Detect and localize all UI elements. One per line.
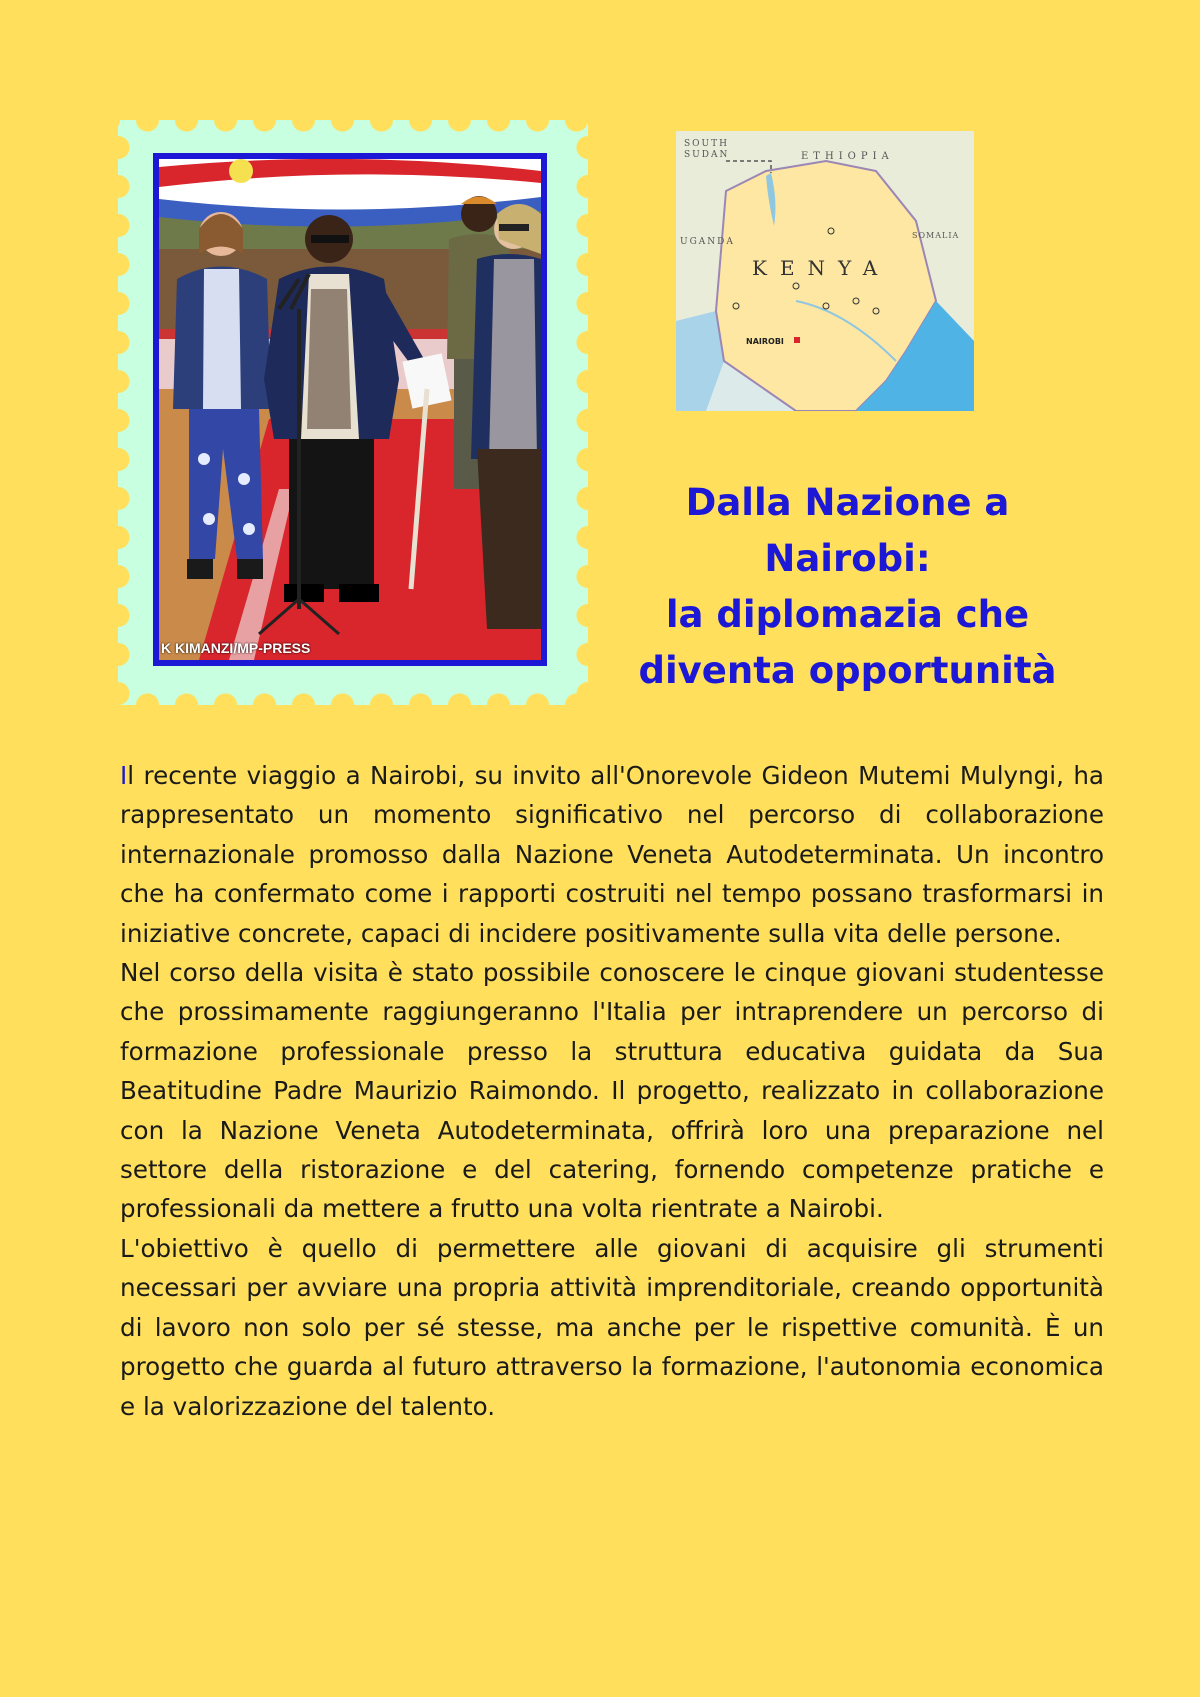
event-photo: [153, 153, 547, 666]
article-title: [600, 475, 1095, 699]
drop-cap: I: [120, 761, 128, 790]
kenya-map: [676, 131, 974, 411]
title-line-3: diventa opportunità: [638, 649, 1057, 692]
stamp-frame: [118, 120, 588, 705]
map-label-south-sudan: SOUTH SUDAN: [684, 139, 730, 160]
paragraph-1-text: l recente viaggio a Nairobi, su invito all'Onorevole Gideon Mutemi Mulyngi, ha rappresentato un momento significativo nel percorso di collaborazione internazionale promosso dalla Nazione Veneta Autodeterminata. Un incontro che ha confermato come i rapporti costruiti nel tempo possano trasformarsi in iniziative concrete, capaci di incidere positivamente sulla vita delle persone.: [120, 761, 1104, 948]
paragraph-2: Nel corso della visita è stato possibile conoscere le cinque giovani studentesse che prossimamente raggiungeranno l'Italia per intraprendere un percorso di formazione professionale presso la struttura educativa guidata da Sua Beatitudine Padre Maurizio Raimondo. Il progetto, realizzato in collaborazione con la Nazione Veneta Autodeterminata, offrirà loro una preparazione nel settore della ristorazione e del catering, fornendo competenze pratiche e professionali da mettere a frutto una volta rientrate a Nairobi.: [120, 958, 1104, 1224]
photo-credit: K KIMANZI/MP-PRESS: [161, 640, 311, 656]
title-line-2: la diplomazia che: [665, 593, 1030, 636]
paragraph-1: [120, 756, 1104, 953]
map-label-ethiopia: ETHIOPIA: [801, 151, 894, 162]
map-label-somalia: SOMALIA: [912, 231, 960, 240]
article-body: [120, 756, 1104, 1426]
paragraph-3: L'obiettivo è quello di permettere alle giovani di acquisire gli strumenti necessari per avviare una propria attività imprenditoriale, creando opportunità di lavoro non solo per sé stesse, ma anche per le rispettive comunità. È un progetto che guarda al futuro attraverso la formazione, l'autonomia economica e la valorizzazione del talento.: [120, 1233, 1104, 1421]
map-label-kenya: KENYA: [752, 256, 891, 280]
title-line-1: Dalla Nazione a Nairobi:: [685, 481, 1010, 580]
map-label-nairobi: NAIROBI: [746, 337, 784, 346]
map-label-uganda: UGANDA: [680, 237, 735, 247]
